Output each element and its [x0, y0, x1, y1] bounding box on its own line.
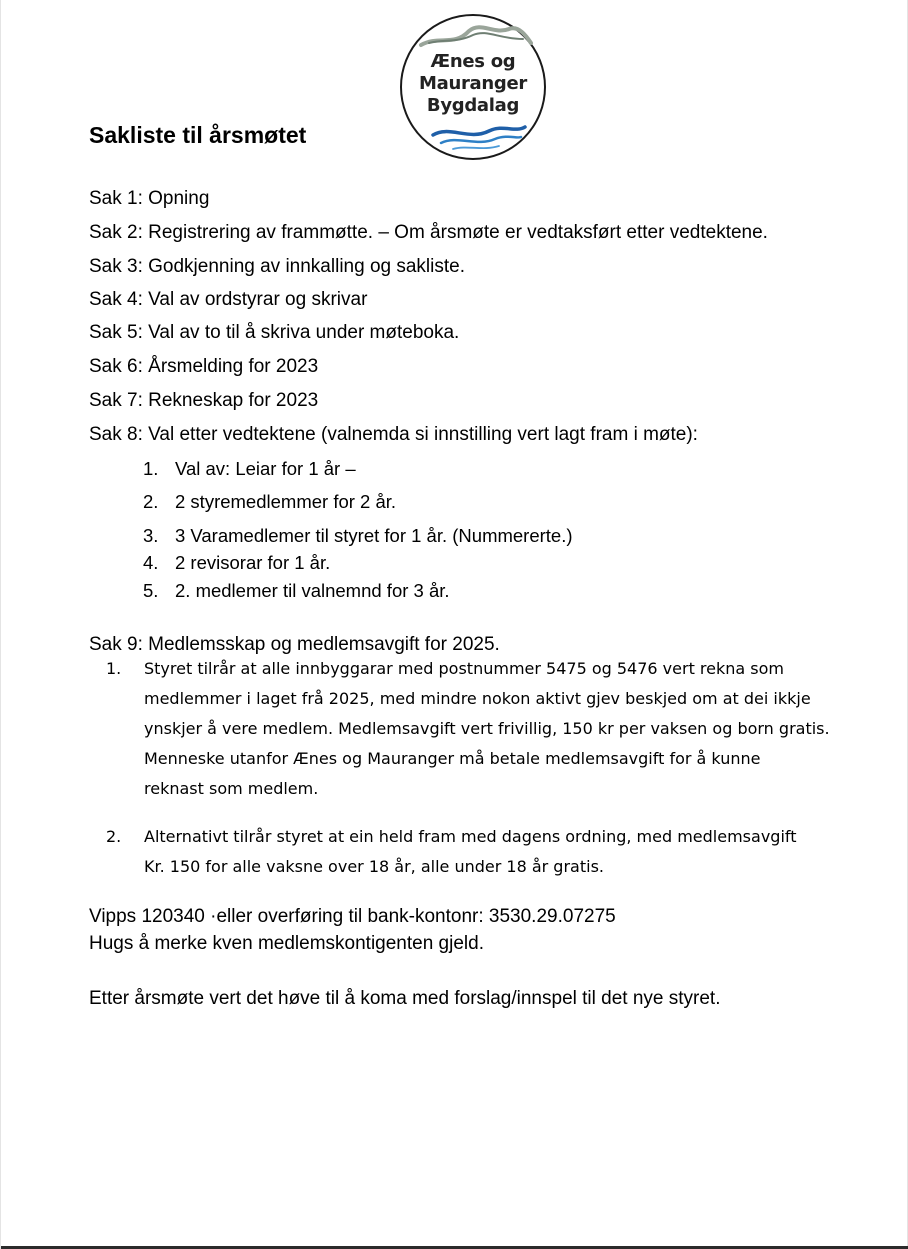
list-number: 2.	[143, 491, 159, 512]
agenda-item-7: Sak 7: Rekneskap for 2023	[89, 390, 319, 411]
logo-line-1: Ænes og	[430, 51, 516, 72]
payment-info: Vipps 120340 ·eller overføring til bank-kontonr: 3530.29.07275	[89, 906, 616, 927]
election-list-item	[143, 580, 743, 604]
list-text: Val av: Leiar for 1 år –	[175, 458, 356, 479]
list-number: 5.	[143, 580, 159, 601]
list-number: 4.	[143, 552, 159, 573]
agenda-item-1: Sak 1: Opning	[89, 188, 210, 209]
agenda-item-9: Sak 9: Medlemsskap og medlemsavgift for 2025.	[89, 634, 500, 655]
agenda-item-6: Sak 6: Årsmelding for 2023	[89, 356, 319, 377]
option-number: 1.	[106, 659, 122, 678]
closing-note: Etter årsmøte vert det høve til å koma med forslag/innspel til det nye styret.	[89, 988, 721, 1009]
option-text-line: Kr. 150 for alle vaksne over 18 år, alle under 18 år gratis.	[144, 857, 604, 876]
option-number: 2.	[106, 827, 122, 846]
list-number: 1.	[143, 458, 159, 479]
option-text-line: Alternativt tilrår styret at ein held fram med dagens ordning, med medlemsavgift	[144, 827, 797, 846]
list-text: 3 Varamedlemer til styret for 1 år. (Nummererte.)	[175, 525, 573, 546]
option-text-line: medlemmer i laget frå 2025, med mindre nokon aktivt gjev beskjed om at dei ikkje	[144, 689, 811, 708]
list-text: 2 revisorar for 1 år.	[175, 552, 331, 573]
logo-line-3: Bygdalag	[426, 95, 520, 116]
list-text: 2 styremedlemmer for 2 år.	[175, 491, 397, 512]
option-text-line: ynskjer å vere medlem. Medlemsavgift vert frivillig, 150 kr per vaksen og born gratis.	[144, 719, 830, 738]
payment-note: Hugs å merke kven medlemskontigenten gjeld.	[89, 933, 484, 954]
list-number: 3.	[143, 525, 159, 546]
logo-line-2: Mauranger	[419, 73, 527, 94]
agenda-item-2: Sak 2: Registrering av frammøtte. – Om årsmøte er vedtaksført etter vedtektene.	[89, 222, 768, 243]
election-list-item	[143, 525, 743, 549]
agenda-item-3: Sak 3: Godkjenning av innkalling og sakliste.	[89, 256, 466, 277]
bygdalag-logo	[399, 13, 547, 161]
option-text-line: Styret tilrår at alle innbyggarar med postnummer 5475 og 5476 vert rekna som	[144, 659, 784, 678]
agenda-item-8: Sak 8: Val etter vedtektene (valnemda si innstilling vert lagt fram i møte):	[89, 424, 698, 445]
election-list-item	[143, 491, 743, 515]
election-list-item	[143, 552, 743, 576]
option-text-line: reknast som medlem.	[144, 779, 319, 798]
agenda-item-5: Sak 5: Val av to til å skriva under møteboka.	[89, 322, 460, 343]
list-text: 2. medlemer til valnemnd for 3 år.	[175, 580, 450, 601]
document-title: Sakliste til årsmøtet	[89, 122, 307, 148]
agenda-item-4: Sak 4: Val av ordstyrar og skrivar	[89, 289, 368, 310]
option-text-line: Menneske utanfor Ænes og Mauranger må betale medlemsavgift for å kunne	[144, 749, 761, 768]
election-list-item	[143, 458, 743, 482]
